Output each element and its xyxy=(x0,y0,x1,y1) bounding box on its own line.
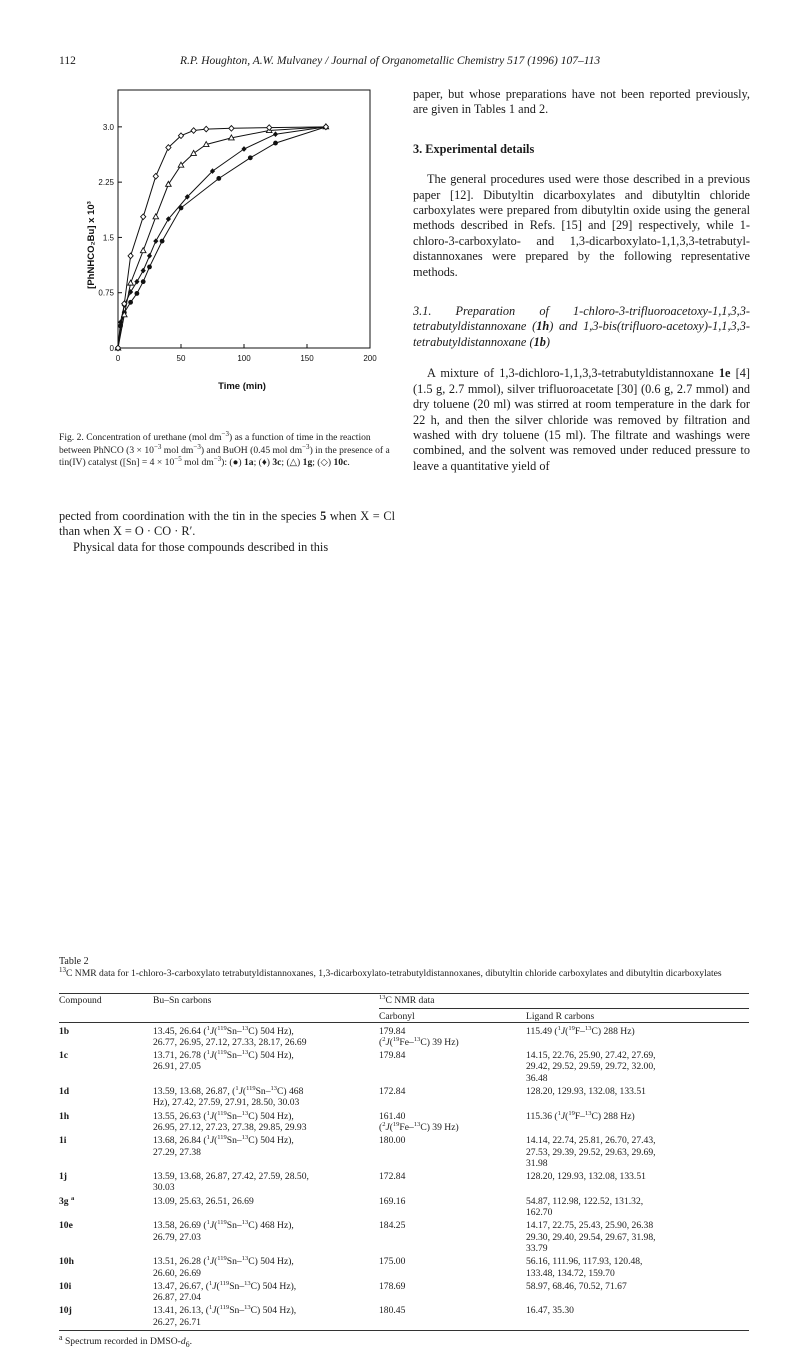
point-10c xyxy=(128,253,133,259)
cell-ligand: 56.16, 111.96, 117.93, 120.48, 133.48, 134.72, 159.70 xyxy=(526,1256,643,1279)
table-2 xyxy=(59,995,749,1328)
cell-busn: 13.68, 26.84 ($^1$J($^{119}$Sn–$^{13}$C) 504 Hz), 27.29, 27.38 xyxy=(153,1134,294,1158)
cell-compound: 1c xyxy=(59,1050,69,1062)
point-1g xyxy=(191,150,197,155)
x-tick-label: 50 xyxy=(176,354,186,363)
cell-ligand: 128.20, 129.93, 132.08, 133.51 xyxy=(526,1086,646,1098)
cell-compound: 1i xyxy=(59,1135,67,1147)
cell-ligand: 14.14, 22.74, 25.81, 26.70, 27.43, 27.53, 29.39, 29.52, 29.63, 29.69, 31.98 xyxy=(526,1135,656,1169)
cell-compound: 1h xyxy=(59,1110,70,1122)
cell-carbonyl: 169.16 xyxy=(379,1195,406,1207)
table-caption: $^{13}$C NMR data for 1-chloro-3-carboxylato tetrabutyldistannoxanes, 1,3-dicarboxylato-tetrabutyldistannoxanes, dibutyltin chloride carboxylates and dibutyltin dicarboxylates xyxy=(59,965,722,979)
cell-ligand: 115.49 ($^1$J($^{19}$F–$^{13}$C) 288 Hz) xyxy=(526,1024,635,1037)
cell-carbonyl: 180.45 xyxy=(379,1305,406,1317)
section-3-1-heading: 3.1. Preparation of 1-chloro-3-trifluoroacetoxy-1,1,3,3-tetrabutyldistannoxane (1h) and 1,3-bis(trifluoro-acetoxy)-1,1,3,3-tetrabutyldistannoxane (1b) xyxy=(413,304,750,349)
cell-carbonyl: 178.69 xyxy=(379,1280,406,1292)
table-row xyxy=(59,1279,749,1304)
cell-compound: 1d xyxy=(59,1086,70,1098)
cell-busn: 13.59, 13.68, 26.87, ($^1$J($^{119}$Sn–$^{13}$C) 468 Hz), 27.42, 27.59, 27.91, 28.50, 30.03 xyxy=(153,1084,304,1109)
cell-carbonyl: 161.40 ($^2$J($^{19}$Fe–$^{13}$C) 39 Hz) xyxy=(379,1110,459,1133)
running-title: R.P. Houghton, A.W. Mulvaney / Journal of Organometallic Chemistry 517 (1996) 107–113 xyxy=(180,55,601,67)
cell-ligand: 54.87, 112.98, 122.52, 131.32, 162.70 xyxy=(526,1195,644,1219)
cell-busn: 13.47, 26.67, ($^1$J($^{119}$Sn–$^{13}$C) 504 Hz), 26.87, 27.04 xyxy=(153,1279,297,1304)
point-1a xyxy=(216,176,221,181)
data-markers xyxy=(115,124,329,351)
left-paragraph: pected from coordination with the tin in the species 5 when X = Cl than when X = O · CO · R′. xyxy=(59,509,395,539)
table-bottom-rule xyxy=(59,1330,749,1331)
axis-ticks xyxy=(98,123,377,363)
x-tick-label: 0 xyxy=(115,354,121,363)
nmr-table xyxy=(59,995,749,1328)
page-number: 112 xyxy=(59,55,76,67)
series-line-10c xyxy=(118,127,326,348)
table-title: Table 2 xyxy=(59,956,89,967)
left-paragraph-2: Physical data for those compounds described in this xyxy=(73,539,329,554)
point-1a xyxy=(160,239,165,244)
table-row xyxy=(59,1133,749,1169)
cell-busn: 13.41, 26.13, ($^1$J($^{119}$Sn–$^{13}$C) 504 Hz), 26.27, 26.71 xyxy=(153,1304,297,1328)
point-1a xyxy=(179,206,184,211)
series-lines xyxy=(118,127,326,348)
point-10c xyxy=(191,128,196,134)
series-line-1a xyxy=(118,127,326,348)
cell-busn: 13.45, 26.64 ($^1$J($^{119}$Sn–$^{13}$C) 504 Hz), 26.77, 26.95, 27.12, 27.33, 28.17, 26.69 xyxy=(153,1024,307,1048)
point-3c xyxy=(134,279,139,285)
point-10c xyxy=(267,125,272,131)
point-3c xyxy=(153,238,158,244)
cell-ligand: 14.17, 22.75, 25.43, 25.90, 26.38 29.30, 29.40, 29.54, 29.67, 31.98, 33.79 xyxy=(526,1220,656,1254)
cell-carbonyl: 172.84 xyxy=(379,1086,406,1098)
point-10c xyxy=(141,214,146,220)
table-row xyxy=(59,1254,749,1279)
y-tick-label: 2.25 xyxy=(98,178,114,188)
cell-ligand: 115.36 ($^1$J($^{19}$F–$^{13}$C) 288 Hz) xyxy=(526,1109,635,1122)
point-1a xyxy=(248,155,253,160)
point-1a xyxy=(147,265,152,270)
cell-busn: 13.71, 26.78 ($^1$J($^{119}$Sn–$^{13}$C) 504 Hz), 26.91, 27.05 xyxy=(153,1049,294,1073)
table-row xyxy=(59,1169,749,1194)
cell-busn: 13.09, 25.63, 26.51, 26.69 xyxy=(153,1195,254,1207)
y-tick-label: 0 xyxy=(109,344,114,353)
point-10c xyxy=(153,173,158,179)
cell-carbonyl: 172.84 xyxy=(379,1171,406,1183)
point-1a xyxy=(135,291,140,296)
cell-busn: 13.55, 26.63 ($^1$J($^{119}$Sn–$^{13}$C) 504 Hz), 26.95, 27.12, 27.23, 27.38, 29.85, 29.93 xyxy=(153,1109,307,1133)
y-tick-label: 1.5 xyxy=(102,233,114,243)
table-row xyxy=(59,1109,749,1134)
section-3-paragraph: The general procedures used were those described in a previous paper [12]. Dibutyltin dicarboxylates and dibutyltin chloride carboxylates were prepared from dibutyltin oxide using the general methods described in Refs. [15] and [29] respectively, while 1-chloro-3-carboxylato- and 1,3-dicarboxylato-1,1,3,3-tetrabutyl-distannoxanes were prepared by the following representative methods. xyxy=(413,172,750,279)
y-tick-label: 0.75 xyxy=(98,288,114,298)
point-1g xyxy=(140,248,146,253)
cell-busn: 13.58, 26.69 ($^1$J($^{119}$Sn–$^{13}$C) 468 Hz), 26.79, 27.03 xyxy=(153,1219,294,1243)
header-carbonyl: Carbonyl xyxy=(379,1011,415,1023)
point-10c xyxy=(229,126,234,132)
cell-ligand: 16.47, 35.30 xyxy=(526,1305,574,1317)
cell-carbonyl: 179.84 xyxy=(379,1050,406,1062)
table-row xyxy=(59,1218,749,1254)
cell-ligand: 128.20, 129.93, 132.08, 133.51 xyxy=(526,1171,646,1183)
point-1a xyxy=(141,279,146,284)
running-header xyxy=(59,55,749,71)
right-top-paragraph: paper, but whose preparations have not been reported previously, are given in Tables 1 and 2. xyxy=(413,87,750,117)
series-line-3c xyxy=(118,127,326,348)
cell-carbonyl: 184.25 xyxy=(379,1220,406,1232)
header-ligand: Ligand R carbons xyxy=(526,1011,595,1023)
figure-caption: Fig. 2. Concentration of urethane (mol $dm^{-3}$) as a function of time in the reaction between PhNCO ($3 \times 10^{-3}$ mol $dm^{-3}$) and BuOH (0.45 mol $dm^{-3}$) in the presence of a tin(IV) catalyst ($[Sn] = 4 \times 10^{-5}$ mol $dm^{-3}$): (●) 1a; (♦) 3c; (△) 1g; (◇) 10c. xyxy=(59,429,390,469)
cell-carbonyl: 175.00 xyxy=(379,1256,406,1268)
cell-compound: 1j xyxy=(59,1171,67,1183)
cell-compound: 3g $^a$ xyxy=(59,1194,75,1207)
cell-carbonyl: 180.00 xyxy=(379,1135,406,1147)
x-tick-label: 100 xyxy=(237,354,251,363)
point-3c xyxy=(273,131,278,137)
left-column-text xyxy=(59,509,395,555)
header-13c-nmr: $^{13}$C NMR data xyxy=(379,995,749,1009)
cell-compound: 10e xyxy=(59,1220,73,1232)
series-line-1g xyxy=(118,127,326,348)
point-3c xyxy=(241,146,246,152)
right-column-text xyxy=(413,87,750,474)
point-3c xyxy=(141,268,146,274)
x-tick-label: 200 xyxy=(363,354,377,363)
cell-ligand: 58.97, 68.46, 70.52, 71.67 xyxy=(526,1280,627,1292)
header-busn: Bu–Sn carbons xyxy=(153,995,212,1006)
cell-compound: 1b xyxy=(59,1025,70,1037)
x-axis-label: Time (min) xyxy=(218,381,266,392)
cell-busn: 13.59, 13.68, 26.87, 27.42, 27.59, 28.50, 30.03 xyxy=(153,1171,309,1194)
x-tick-label: 150 xyxy=(300,354,314,363)
y-axis-label: [PhNHCO₂Bu] x 10³ xyxy=(86,201,97,289)
table-row xyxy=(59,1023,749,1049)
table-row xyxy=(59,1303,749,1328)
point-3c xyxy=(147,253,152,259)
table-row xyxy=(59,1194,749,1219)
cell-compound: 10j xyxy=(59,1305,72,1317)
cell-compound: 10i xyxy=(59,1280,72,1292)
header-compound: Compound xyxy=(59,995,102,1006)
table-top-rule xyxy=(59,993,749,994)
cell-carbonyl: 179.84 ($^2$J($^{19}$Fe–$^{13}$C) 39 Hz) xyxy=(379,1025,459,1048)
table-footnote: $^a$ Spectrum recorded in DMSO-$d_6$. xyxy=(59,1333,193,1349)
point-1g xyxy=(153,214,159,219)
y-tick-label: 3.0 xyxy=(102,122,114,132)
point-1a xyxy=(128,300,133,305)
table-row xyxy=(59,1048,749,1084)
figure-2-chart xyxy=(78,80,378,400)
cell-busn: 13.51, 26.28 ($^1$J($^{119}$Sn–$^{13}$C) 504 Hz), 26.60, 26.69 xyxy=(153,1255,294,1279)
point-1a xyxy=(273,141,278,146)
point-10c xyxy=(204,126,209,132)
point-1g xyxy=(128,280,134,285)
cell-ligand: 14.15, 22.76, 25.90, 27.42, 27.69, 29.42, 29.52, 29.59, 29.72, 32.00, 36.48 xyxy=(526,1050,656,1084)
section-3-heading: 3. Experimental details xyxy=(413,141,535,156)
cell-compound: 10h xyxy=(59,1256,74,1268)
section-3-1-paragraph: A mixture of 1,3-dichloro-1,1,3,3-tetrabutyldistannoxane 1e [4] (1.5 g, 2.7 mmol), silver trifluoroacetate [30] (0.6 g, 2.7 mmol) and dry toluene (20 ml) was stirred at room temperature in the dark for 22 h, and then the silver chloride was removed by filtration and washed with dry toluene (15 ml). The filtrate and washings were combined, and the solvent was removed under reduced pressure to leave a quantitative yield of xyxy=(413,366,750,473)
table-row xyxy=(59,1084,749,1109)
